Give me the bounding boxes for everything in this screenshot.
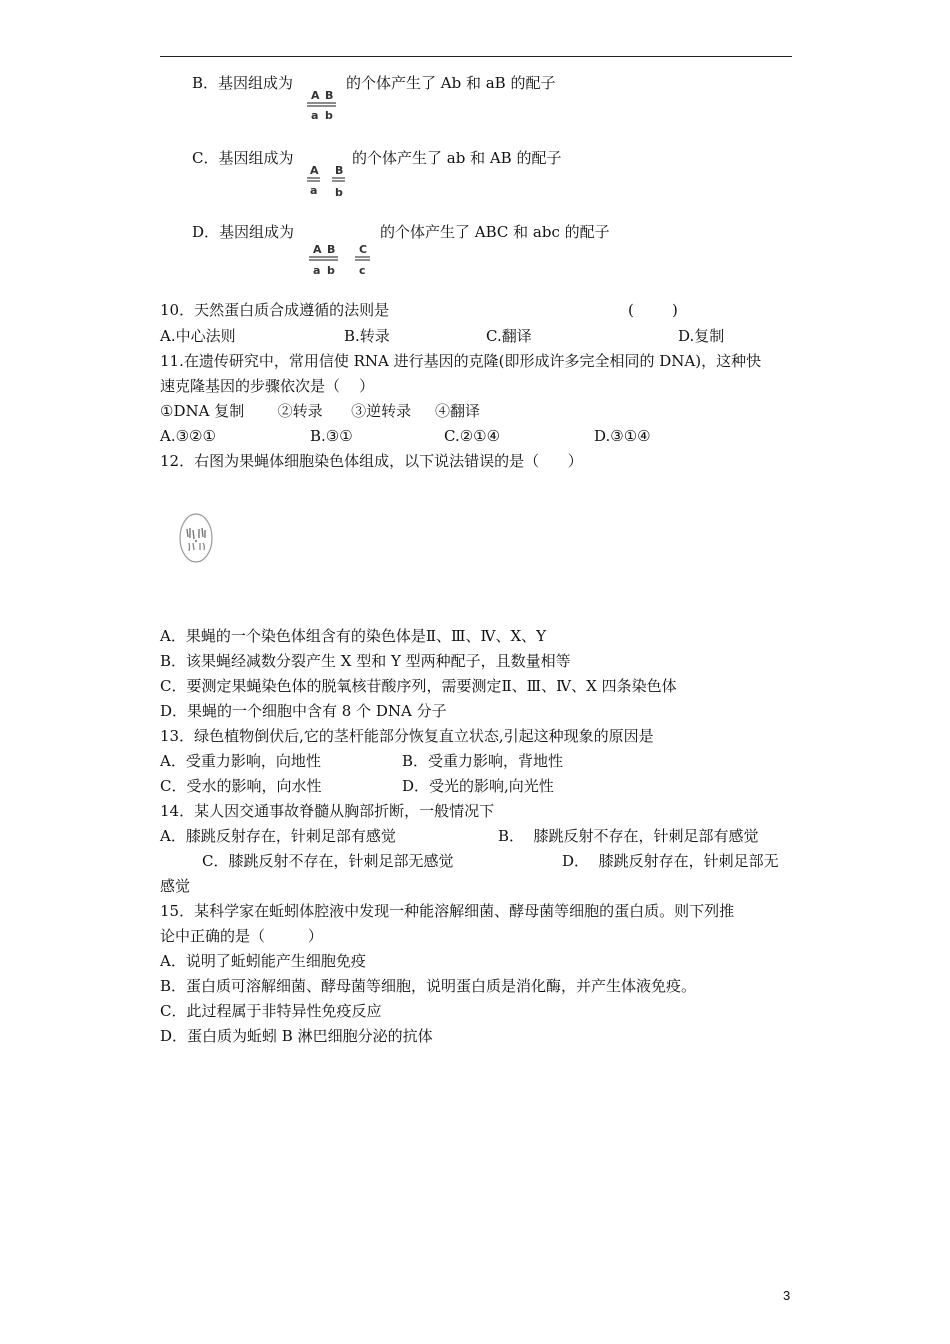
q9-option-c-suffix: 的个体产生了 ab 和 AB 的配子	[352, 149, 562, 167]
q13-option-a: A．受重力影响，向地性	[160, 752, 321, 770]
q15-option-b: B．蛋白质可溶解细菌、酵母菌等细胞，说明蛋白质是消化酶，并产生体液免疫。	[160, 977, 697, 995]
genotype-diagram-abc	[308, 242, 376, 282]
q11-option-a: A.③②①	[160, 427, 216, 445]
q9-option-b-suffix: 的个体产生了 Ab 和 aB 的配子	[346, 74, 556, 92]
q11-option-c: C.②①④	[444, 427, 501, 445]
q12-option-a: A．果蝇的一个染色体组含有的染色体是Ⅱ、Ⅲ、Ⅳ、X、Y	[160, 627, 547, 645]
q11-step-items: ①DNA 复制 ②转录 ③逆转录 ④翻译	[160, 402, 481, 420]
q12-option-d: D．果蝇的一个细胞中含有 8 个 DNA 分子	[160, 702, 447, 720]
q13-option-d: D．受光的影响,向光性	[402, 777, 554, 795]
svg-text:A: A	[313, 243, 322, 256]
q11-option-b: B.③①	[310, 427, 353, 445]
q14-option-d: D． 膝跳反射存在，针刺足部无	[562, 852, 779, 870]
q12-option-c: C．要测定果蝇染色体的脱氧核苷酸序列，需要测定Ⅱ、Ⅲ、Ⅳ、X 四条染色体	[160, 677, 677, 695]
svg-text:c: c	[359, 264, 366, 277]
q13-stem: 13．绿色植物倒伏后,它的茎杆能部分恢复直立状态,引起这种现象的原因是	[160, 727, 654, 745]
q14-option-b: B． 膝跳反射不存在，针刺足部有感觉	[498, 827, 759, 845]
q10-option-d: D.复制	[678, 327, 725, 345]
q12-option-b: B．该果蝇经减数分裂产生 X 型和 Y 型两种配子，且数量相等	[160, 652, 571, 670]
q13-option-c: C．受水的影响，向水性	[160, 777, 322, 795]
q13-option-b: B．受重力影响，背地性	[402, 752, 564, 770]
svg-text:B: B	[327, 243, 336, 256]
q10-option-c: C.翻译	[486, 327, 532, 345]
svg-text:b: b	[325, 109, 333, 122]
svg-text:A: A	[310, 164, 319, 177]
genotype-diagram-ab-separate	[306, 163, 348, 201]
q15-stem-line1: 15．某科学家在蚯蚓体腔液中发现一种能溶解细菌、酵母菌等细胞的蛋白质。则下列推	[160, 902, 735, 920]
q10-option-a: A.中心法则	[160, 327, 236, 345]
q9-option-d-suffix: 的个体产生了 ABC 和 abc 的配子	[380, 223, 610, 241]
q11-stem-line1: 11.在遗传研究中，常用信使 RNA 进行基因的克隆(即形成许多完全相同的 DNA)，这种快	[160, 352, 762, 370]
q14-stem: 14．某人因交通事故脊髓从胸部折断，一般情况下	[160, 802, 495, 820]
q9-option-d-prefix: D．基因组成为	[192, 223, 295, 241]
fruit-fly-chromosome-figure	[178, 512, 214, 568]
q10-option-b: B.转录	[344, 327, 390, 345]
q15-option-a: A．说明了蚯蚓能产生细胞免疫	[160, 952, 366, 970]
svg-text:b: b	[327, 264, 335, 277]
q12-stem: 12．右图为果蝇体细胞染色体组成，以下说法错误的是（ ）	[160, 452, 583, 470]
q9-option-b-prefix: B．基因组成为	[192, 74, 294, 92]
svg-text:C: C	[359, 243, 368, 256]
genotype-diagram-ab	[306, 88, 338, 124]
q15-option-d: D．蛋白质为蚯蚓 B 淋巴细胞分泌的抗体	[160, 1027, 433, 1045]
q14-option-a: A．膝跳反射存在，针刺足部有感觉	[160, 827, 396, 845]
q14-option-c: C．膝跳反射不存在，针刺足部无感觉	[202, 852, 454, 870]
svg-text:B: B	[335, 164, 344, 177]
q10-stem: 10．天然蛋白质合成遵循的法则是	[160, 301, 390, 319]
svg-text:b: b	[335, 186, 343, 199]
q9-option-c-prefix: C．基因组成为	[192, 149, 294, 167]
svg-text:B: B	[325, 89, 334, 102]
q11-option-d: D.③①④	[594, 427, 651, 445]
q10-answer-bracket: ( )	[628, 301, 678, 319]
page-number: 3	[783, 1288, 791, 1303]
svg-text:a: a	[313, 264, 321, 277]
q15-option-c: C．此过程属于非特异性免疫反应	[160, 1002, 382, 1020]
header-rule	[160, 56, 792, 57]
svg-text:a: a	[311, 109, 319, 122]
q15-stem-line2: 论中正确的是（ ）	[160, 927, 323, 945]
q11-stem-line2: 速克隆基因的步骤依次是（ ）	[160, 377, 375, 395]
svg-text:A: A	[311, 89, 320, 102]
q14-option-d-continued: 感觉	[160, 877, 191, 895]
svg-text:a: a	[310, 184, 318, 197]
